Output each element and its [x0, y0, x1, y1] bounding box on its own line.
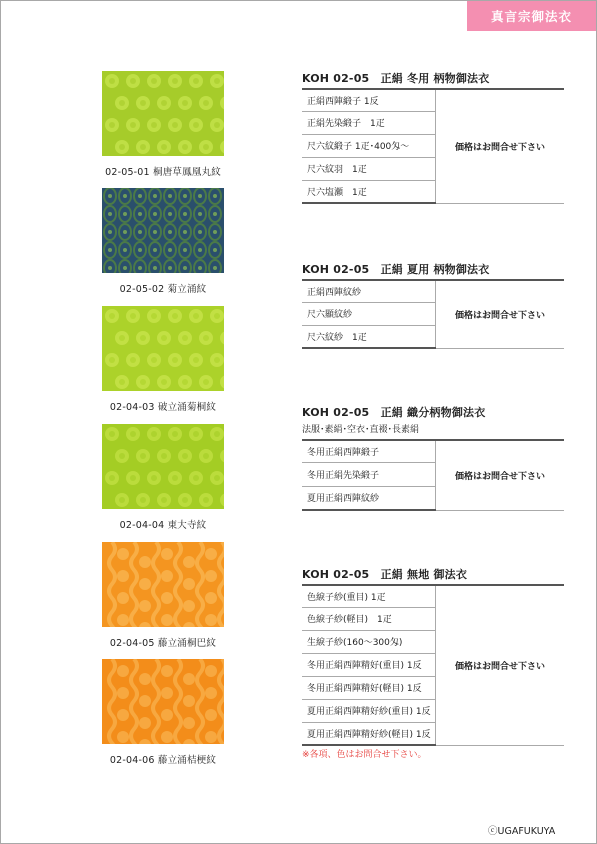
swatch-caption-5: 02-04-05 藤立涌桐巴紋 — [109, 638, 217, 649]
product-section-woven — [302, 404, 564, 511]
fabric-swatch-3 — [102, 306, 224, 391]
table-row — [302, 585, 564, 607]
item-label: 尺六紋緞子 1疋･400匁～ — [302, 134, 436, 157]
item-label: 夏用正絹西陣精好紗(軽目) 1反 — [302, 722, 436, 745]
swatch-block-6 — [102, 659, 224, 766]
table-row — [302, 440, 564, 462]
item-label: 尺六紋羽 1疋 — [302, 157, 436, 180]
item-label: 尺六紋紗 1疋 — [302, 325, 436, 348]
product-section-summer — [302, 261, 564, 349]
item-label: 色綟子紗(重目) 1疋 — [302, 585, 436, 607]
category-tab — [467, 1, 596, 31]
product-section-plain — [302, 566, 564, 746]
price-cell: 価格はお問合せ下さい — [436, 440, 565, 510]
swatch-block-2 — [102, 188, 224, 295]
section-title: KOH 02-05 正絹 冬用 柄物御法衣 — [302, 72, 490, 85]
product-table — [302, 584, 564, 746]
copyright-text: ⓒUGAFUKUYA — [488, 826, 556, 837]
section-title: KOH 02-05 正絹 夏用 柄物御法衣 — [302, 263, 490, 276]
item-label: 夏用正絹西陣紋紗 — [302, 486, 436, 510]
item-label: 冬用正絹西陣精好(重目) 1反 — [302, 653, 436, 676]
swatch-block-3 — [102, 306, 224, 413]
item-label: 冬用正絹先染緞子 — [302, 462, 436, 486]
color-inquiry-note: ※各項、色はお問合せ下さい。 — [302, 750, 427, 760]
product-table — [302, 279, 564, 349]
item-label: 冬用正絹西陣緞子 — [302, 440, 436, 462]
fabric-swatch-5 — [102, 542, 224, 627]
item-label: 尺六塩瀬 1疋 — [302, 180, 436, 203]
item-label: 正絹西陣緞子 1反 — [302, 89, 436, 111]
fabric-swatch-1 — [102, 71, 224, 156]
section-title: KOH 02-05 正絹 無地 御法衣 — [302, 568, 468, 581]
price-cell: 価格はお問合せ下さい — [436, 280, 565, 348]
section-subtitle: 法服･素絹･空衣･直裰･長素絹 — [302, 425, 420, 435]
category-label: 真言宗御法衣 — [490, 9, 572, 24]
item-label: 尺六顯紋紗 — [302, 302, 436, 325]
swatch-caption-2: 02-05-02 菊立涌紋 — [119, 284, 207, 295]
fabric-swatch-2 — [102, 188, 224, 273]
price-cell: 価格はお問合せ下さい — [436, 585, 565, 745]
item-label: 正絹先染緞子 1疋 — [302, 111, 436, 134]
price-cell: 価格はお問合せ下さい — [436, 89, 565, 203]
item-label: 色綟子紗(軽目) 1疋 — [302, 607, 436, 630]
product-table — [302, 88, 564, 204]
item-label: 夏用正絹西陣精好紗(重目) 1反 — [302, 699, 436, 722]
swatch-caption-4: 02-04-04 東大寺紋 — [119, 520, 207, 531]
product-table — [302, 439, 564, 511]
swatch-caption-1: 02-05-01 桐唐草鳳凰丸紋 — [105, 167, 221, 178]
swatch-caption-6: 02-04-06 藤立涌桔梗紋 — [109, 755, 217, 766]
item-label: 正絹西陣紋紗 — [302, 280, 436, 302]
swatch-block-1 — [102, 71, 224, 178]
swatch-block-5 — [102, 542, 224, 649]
fabric-swatch-6 — [102, 659, 224, 744]
product-section-winter — [302, 70, 564, 204]
fabric-swatch-4 — [102, 424, 224, 509]
item-label: 冬用正絹西陣精好(軽目) 1反 — [302, 676, 436, 699]
table-row — [302, 89, 564, 111]
swatch-caption-3: 02-04-03 破立涌菊桐紋 — [109, 402, 217, 413]
item-label: 生綟子紗(160～300匁) — [302, 630, 436, 653]
swatch-block-4 — [102, 424, 224, 531]
table-row — [302, 280, 564, 302]
section-title: KOH 02-05 正絹 織分柄物御法衣 — [302, 406, 486, 419]
